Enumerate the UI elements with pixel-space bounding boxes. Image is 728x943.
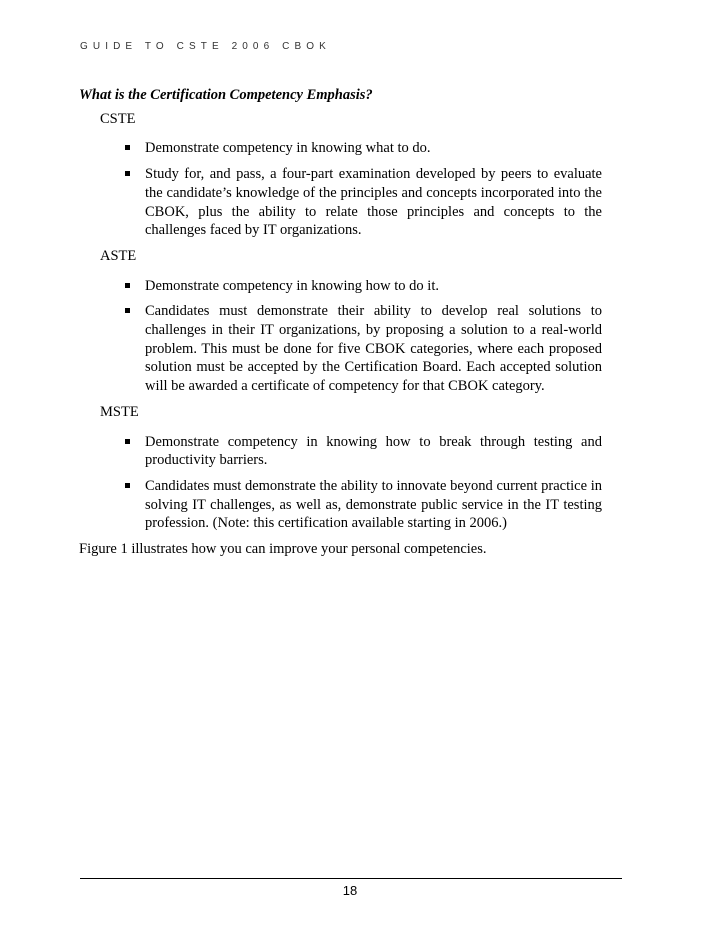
footer-divider [80,878,622,879]
square-bullet-icon [125,483,130,488]
square-bullet-icon [125,171,130,176]
main-content [79,86,602,559]
list-item-text: Demonstrate competency in knowing how to do it. [145,277,439,294]
closing-paragraph: Figure 1 illustrates how you can improve your personal competencies. [79,541,487,558]
list-item-text: Study for, and pass, a four-part examination developed by peers to evaluate the candidate’s knowledge of the principles and concepts incorporated into the CBOK, plus the ability to relate those principles and concepts to the challenges faced by IT organizations. [145,166,602,239]
list-item [79,433,602,470]
list-item-text: Candidates must demonstrate their ability to develop real solutions to challenges in their IT organizations, by proposing a solution to a real-world problem. This must be done for five CBOK categories, where each proposed solution must be accepted by the Certification Board. Each accepted solution will be awarded a certificate of competency for that CBOK category. [145,303,602,395]
square-bullet-icon [125,439,130,444]
list-item [79,477,602,533]
page-number: 18 [342,883,358,898]
group-label: MSTE [100,403,139,420]
list-item [79,302,602,396]
bullet-list [79,277,602,396]
list-item-text: Candidates must demonstrate the ability to innovate beyond current practice in solving IT challenges, as well as, demonstrate public service in the IT testing profession. (Note: this certification available starting in 2006.) [145,477,602,532]
running-header: GUIDE TO CSTE 2006 CBOK [80,41,331,52]
group-label: CSTE [100,110,136,127]
list-item [79,277,602,296]
list-item [79,165,602,240]
list-item [79,139,602,158]
certification-group-aste [79,247,602,396]
list-item-text: Demonstrate competency in knowing how to break through testing and productivity barriers. [145,433,602,469]
certification-group-cste [79,110,602,240]
group-label: ASTE [100,247,137,264]
bullet-list [79,433,602,534]
square-bullet-icon [125,283,130,288]
bullet-list [79,139,602,240]
square-bullet-icon [125,145,130,150]
section-heading: What is the Certification Competency Emphasis? [79,87,373,103]
certification-group-mste [79,403,602,533]
square-bullet-icon [125,308,130,313]
list-item-text: Demonstrate competency in knowing what to do. [145,140,431,157]
